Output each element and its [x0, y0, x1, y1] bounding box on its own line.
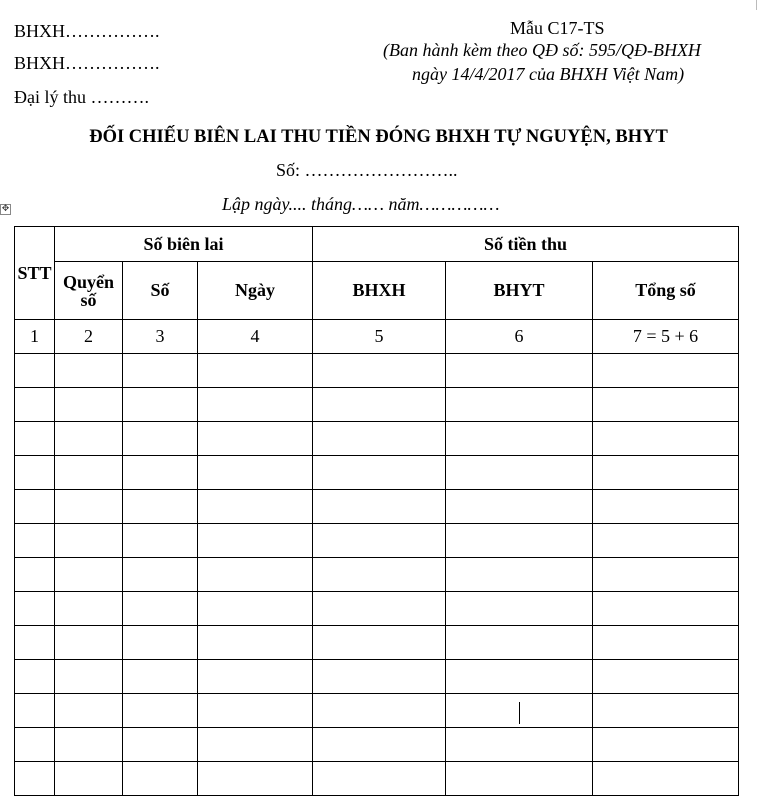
table-cell[interactable]	[593, 728, 739, 762]
table-cell[interactable]	[15, 490, 55, 524]
table-cell[interactable]	[123, 762, 198, 796]
table-cell[interactable]	[123, 592, 198, 626]
table-cell[interactable]	[55, 728, 123, 762]
col-number-4: 4	[198, 320, 313, 354]
table-cell[interactable]	[55, 694, 123, 728]
table-cell[interactable]	[593, 558, 739, 592]
col-number-5: 5	[313, 320, 446, 354]
table-cell[interactable]	[313, 728, 446, 762]
table-cell[interactable]	[123, 456, 198, 490]
table-cell[interactable]	[313, 524, 446, 558]
table-cell[interactable]	[55, 592, 123, 626]
table-cell[interactable]	[446, 524, 593, 558]
table-cell[interactable]	[313, 558, 446, 592]
header-agent-line: Đại lý thu ……….	[14, 87, 149, 107]
document-number: Số: ……………………..	[276, 160, 458, 180]
table-cell[interactable]	[313, 592, 446, 626]
table-cell[interactable]	[123, 524, 198, 558]
table-row	[15, 694, 739, 728]
col-bhxh: BHXH	[313, 262, 446, 320]
table-cell[interactable]	[55, 626, 123, 660]
col-number-1: 1	[15, 320, 55, 354]
table-row	[15, 524, 739, 558]
table-cell[interactable]	[15, 626, 55, 660]
table-row	[15, 762, 739, 796]
table-cell[interactable]	[313, 456, 446, 490]
issued-decree-line2: ngày 14/4/2017 của BHXH Việt Nam)	[412, 64, 685, 84]
table-move-handle-icon[interactable]: ✥	[1, 204, 10, 214]
table-cell[interactable]	[123, 694, 198, 728]
table-cell[interactable]	[15, 422, 55, 456]
table-cell[interactable]	[593, 762, 739, 796]
table-cell[interactable]	[55, 422, 123, 456]
table-cell[interactable]	[446, 626, 593, 660]
col-stt: STT	[15, 227, 55, 320]
table-cell[interactable]	[198, 762, 313, 796]
table-cell[interactable]	[55, 456, 123, 490]
table-cell[interactable]	[15, 660, 55, 694]
table-cell[interactable]	[15, 558, 55, 592]
table-cell[interactable]	[15, 456, 55, 490]
table-cell[interactable]	[55, 558, 123, 592]
table-cell[interactable]	[593, 660, 739, 694]
table-cell[interactable]	[593, 524, 739, 558]
table-cell[interactable]	[198, 592, 313, 626]
table-cell[interactable]	[198, 524, 313, 558]
table-cell[interactable]	[123, 422, 198, 456]
table-cell[interactable]	[446, 592, 593, 626]
issued-decree-line1: (Ban hành kèm theo QĐ số: 595/QĐ-BHXH	[383, 40, 701, 60]
table-cell[interactable]	[55, 524, 123, 558]
col-number-7: 7 = 5 + 6	[593, 320, 739, 354]
table-cell[interactable]	[198, 490, 313, 524]
table-cell[interactable]	[593, 694, 739, 728]
table-row	[15, 490, 739, 524]
table-row	[15, 626, 739, 660]
table-cell[interactable]	[198, 694, 313, 728]
table-cell[interactable]	[15, 354, 55, 388]
table-cell[interactable]	[446, 422, 593, 456]
table-cell[interactable]	[446, 490, 593, 524]
col-total: Tổng số	[593, 262, 739, 320]
group-amount-collected: Số tiền thu	[313, 227, 739, 262]
table-cell[interactable]	[55, 388, 123, 422]
table-cell[interactable]	[593, 388, 739, 422]
table-cell[interactable]	[198, 388, 313, 422]
text-cursor	[519, 702, 520, 724]
reconciliation-table	[14, 226, 739, 796]
group-receipt-number: Số biên lai	[55, 227, 313, 262]
table-row	[15, 558, 739, 592]
header-bhxh-line2: BHXH…………….	[14, 53, 160, 73]
document-date: Lập ngày.... tháng…… năm……………	[222, 194, 500, 214]
table-cell[interactable]	[446, 728, 593, 762]
table-cell[interactable]	[15, 728, 55, 762]
table-cell[interactable]	[15, 762, 55, 796]
col-bhyt: BHYT	[446, 262, 593, 320]
table-cell[interactable]	[446, 354, 593, 388]
table-cell[interactable]	[593, 626, 739, 660]
table-cell[interactable]	[198, 558, 313, 592]
table-cell[interactable]	[593, 354, 739, 388]
table-cell[interactable]	[446, 762, 593, 796]
table-cell[interactable]	[198, 422, 313, 456]
table-cell[interactable]	[313, 660, 446, 694]
table-cell[interactable]	[313, 694, 446, 728]
table-cell[interactable]	[15, 524, 55, 558]
table-cell[interactable]	[123, 558, 198, 592]
table-cell[interactable]	[593, 490, 739, 524]
table-row	[15, 660, 739, 694]
table-cell[interactable]	[313, 354, 446, 388]
table-row	[15, 456, 739, 490]
table-row	[15, 354, 739, 388]
table-cell[interactable]	[198, 660, 313, 694]
table-cell[interactable]	[446, 660, 593, 694]
table-cell[interactable]	[123, 728, 198, 762]
table-cell[interactable]	[313, 388, 446, 422]
table-cell[interactable]	[313, 762, 446, 796]
table-cell[interactable]	[446, 456, 593, 490]
table-cell[interactable]	[55, 354, 123, 388]
table-cell[interactable]	[55, 762, 123, 796]
table-cell[interactable]	[123, 388, 198, 422]
table-cell[interactable]	[313, 626, 446, 660]
table-cell[interactable]	[593, 592, 739, 626]
table-cell[interactable]	[123, 354, 198, 388]
table-cell[interactable]	[123, 626, 198, 660]
table-cell[interactable]	[313, 490, 446, 524]
form-code: Mẫu C17-TS	[510, 18, 605, 38]
col-number-2: 2	[55, 320, 123, 354]
table-row	[15, 728, 739, 762]
table-cell[interactable]	[198, 354, 313, 388]
table-cell[interactable]	[198, 728, 313, 762]
col-number-3: 3	[123, 320, 198, 354]
table-row	[15, 388, 739, 422]
col-number-6: 6	[446, 320, 593, 354]
col-book-number: Quyển số	[55, 262, 123, 320]
document-title: ĐỐI CHIẾU BIÊN LAI THU TIỀN ĐÓNG BHXH TỰ NGUYỆN, BHYT	[89, 127, 668, 147]
table-cell[interactable]	[446, 558, 593, 592]
table-cell[interactable]	[593, 422, 739, 456]
table-cell[interactable]	[55, 660, 123, 694]
table-cell[interactable]	[198, 456, 313, 490]
col-date: Ngày	[198, 262, 313, 320]
table-cell[interactable]	[55, 490, 123, 524]
table-cell[interactable]	[15, 388, 55, 422]
table-cell[interactable]	[123, 490, 198, 524]
table-cell[interactable]	[123, 660, 198, 694]
table-row	[15, 422, 739, 456]
col-receipt-no: Số	[123, 262, 198, 320]
table-cell[interactable]	[15, 694, 55, 728]
table-cell[interactable]	[15, 592, 55, 626]
header-bhxh-line1: BHXH…………….	[14, 21, 160, 41]
table-cell[interactable]	[593, 456, 739, 490]
table-row	[15, 592, 739, 626]
table-cell[interactable]	[198, 626, 313, 660]
table-cell[interactable]	[313, 422, 446, 456]
table-cell[interactable]	[446, 388, 593, 422]
